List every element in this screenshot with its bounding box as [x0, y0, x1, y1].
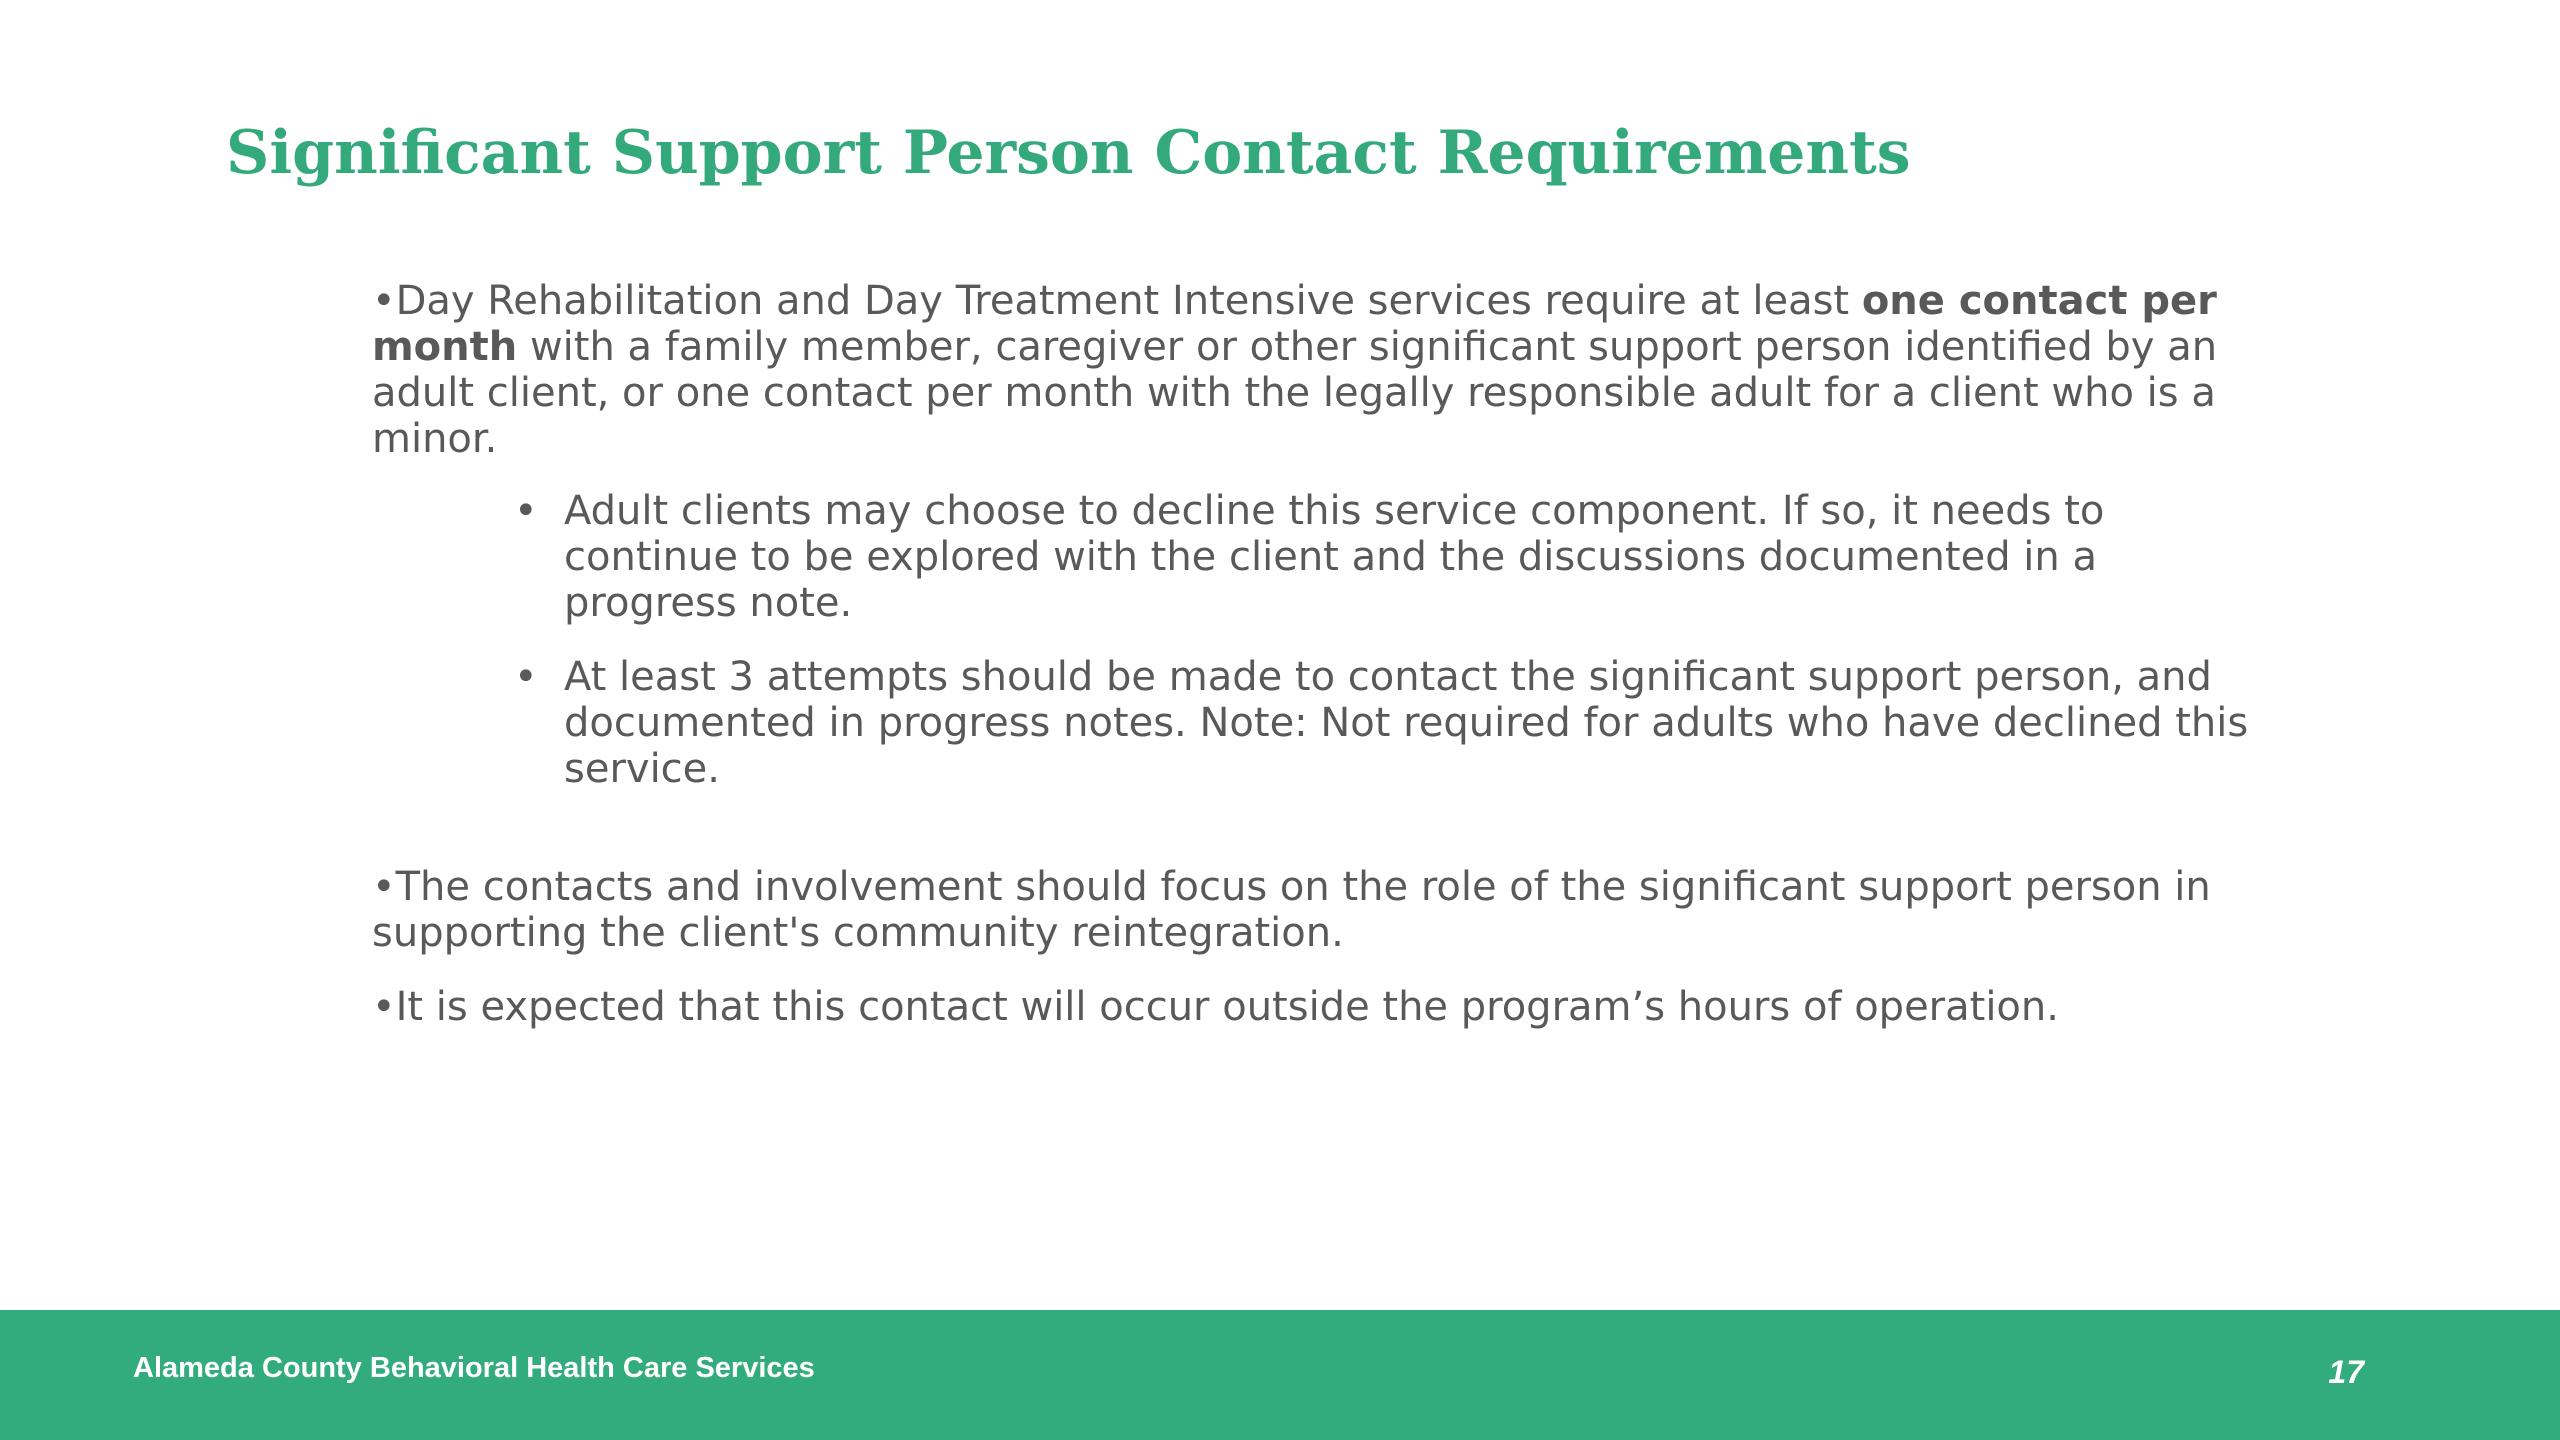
p2-text: The contacts and involvement should focus on the role of the significant support person in supporting the client's community reintegration. — [372, 864, 2211, 956]
bullet-paragraph-1 — [372, 278, 2272, 462]
sub-bullet-item — [372, 488, 2272, 626]
p1-text-after: with a family member, caregiver or other significant support person identified by an adult client, or one contact per month with the legally responsible adult for a client who is a minor. — [372, 324, 2218, 462]
bullet-icon: • — [372, 864, 396, 910]
sub-bullet-item — [372, 654, 2272, 792]
footer-organization: Alameda County Behavioral Health Care Services — [133, 1352, 815, 1384]
bullet-icon: • — [372, 278, 396, 324]
sub-bullet-text: Adult clients may choose to decline this service component. If so, it needs to continue to be explored with the client and the discussions documented in a progress note. — [564, 488, 2105, 626]
sub-bullet-list — [372, 488, 2272, 792]
slide-body — [372, 278, 2272, 1030]
p1-text-before: Day Rehabilitation and Day Treatment Intensive services require at least — [395, 278, 1862, 324]
footer-bar — [0, 1310, 2560, 1440]
bullet-icon: • — [514, 654, 538, 700]
bullet-paragraph-3 — [372, 984, 2272, 1030]
bullet-paragraph-2 — [372, 864, 2272, 956]
slide-title: Significant Support Person Contact Requirements — [226, 118, 1911, 188]
p3-text: It is expected that this contact will occur outside the program’s hours of operation. — [395, 984, 2059, 1030]
bullet-icon: • — [372, 984, 396, 1030]
page-number: 17 — [2328, 1354, 2364, 1390]
bullet-icon: • — [514, 488, 538, 534]
sub-bullet-text: At least 3 attempts should be made to contact the significant support person, and documented in progress notes. Note: Not required for adults who have declined this service. — [564, 654, 2249, 792]
p1-text-bold: one contact per month — [372, 278, 2217, 370]
